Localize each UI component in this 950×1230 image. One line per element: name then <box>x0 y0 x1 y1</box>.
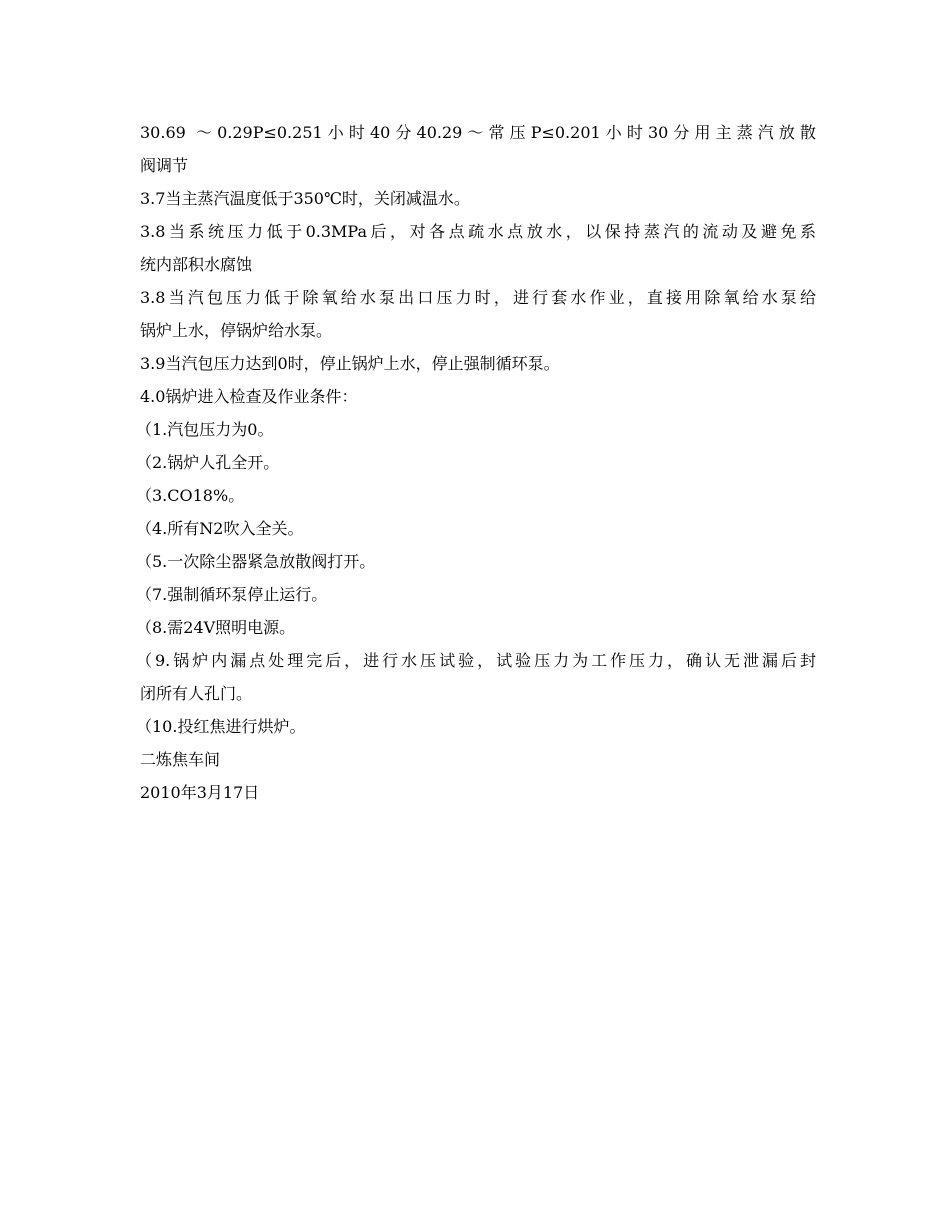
list-item: （10.投红焦进行烘炉。 <box>136 717 306 736</box>
list-item: （8.需24V照明电源。 <box>136 618 296 637</box>
text-line: 阀调节 <box>140 156 189 175</box>
text-line: 闭所有人孔门。 <box>140 684 253 703</box>
list-item: （5.一次除尘器紧急放散阀打开。 <box>136 552 376 571</box>
list-item: （4.所有N2吹入全关。 <box>136 519 304 538</box>
document-date: 2010年3月17日 <box>140 783 260 802</box>
list-item: （7.强制循环泵停止运行。 <box>136 585 328 604</box>
text-line: 统内部积水腐蚀 <box>140 255 253 274</box>
text-line: 3.8当系统压力低于0.3MPa后，对各点疏水点放水，以保持蒸汽的流动及避免系 <box>140 222 816 241</box>
department-signature: 二炼焦车间 <box>140 750 221 769</box>
text-line: 4.0锅炉进入检查及作业条件： <box>140 387 358 406</box>
list-item: （3.CO18%。 <box>136 486 245 505</box>
document-body <box>136 116 816 809</box>
text-line: 3.9当汽包压力达到0时，停止锅炉上水，停止强制循环泵。 <box>140 354 560 373</box>
text-line: 30.69 ～0.29P≤0.251小时40分40.29～常压P≤0.201小时30分用主蒸汽放散 <box>140 123 816 142</box>
text-line: 3.7当主蒸汽温度低于350℃时，关闭减温水。 <box>140 189 470 208</box>
list-item: （2.锅炉人孔全开。 <box>136 453 280 472</box>
list-item: （9.锅炉内漏点处理完后，进行水压试验，试验压力为工作压力，确认无泄漏后封 <box>136 651 816 670</box>
text-line: 锅炉上水，停锅炉给水泵。 <box>140 321 333 340</box>
list-item: （1.汽包压力为0。 <box>136 420 274 439</box>
text-line: 3.8当汽包压力低于除氧给水泵出口压力时，进行套水作业，直接用除氧给水泵给 <box>140 288 816 307</box>
